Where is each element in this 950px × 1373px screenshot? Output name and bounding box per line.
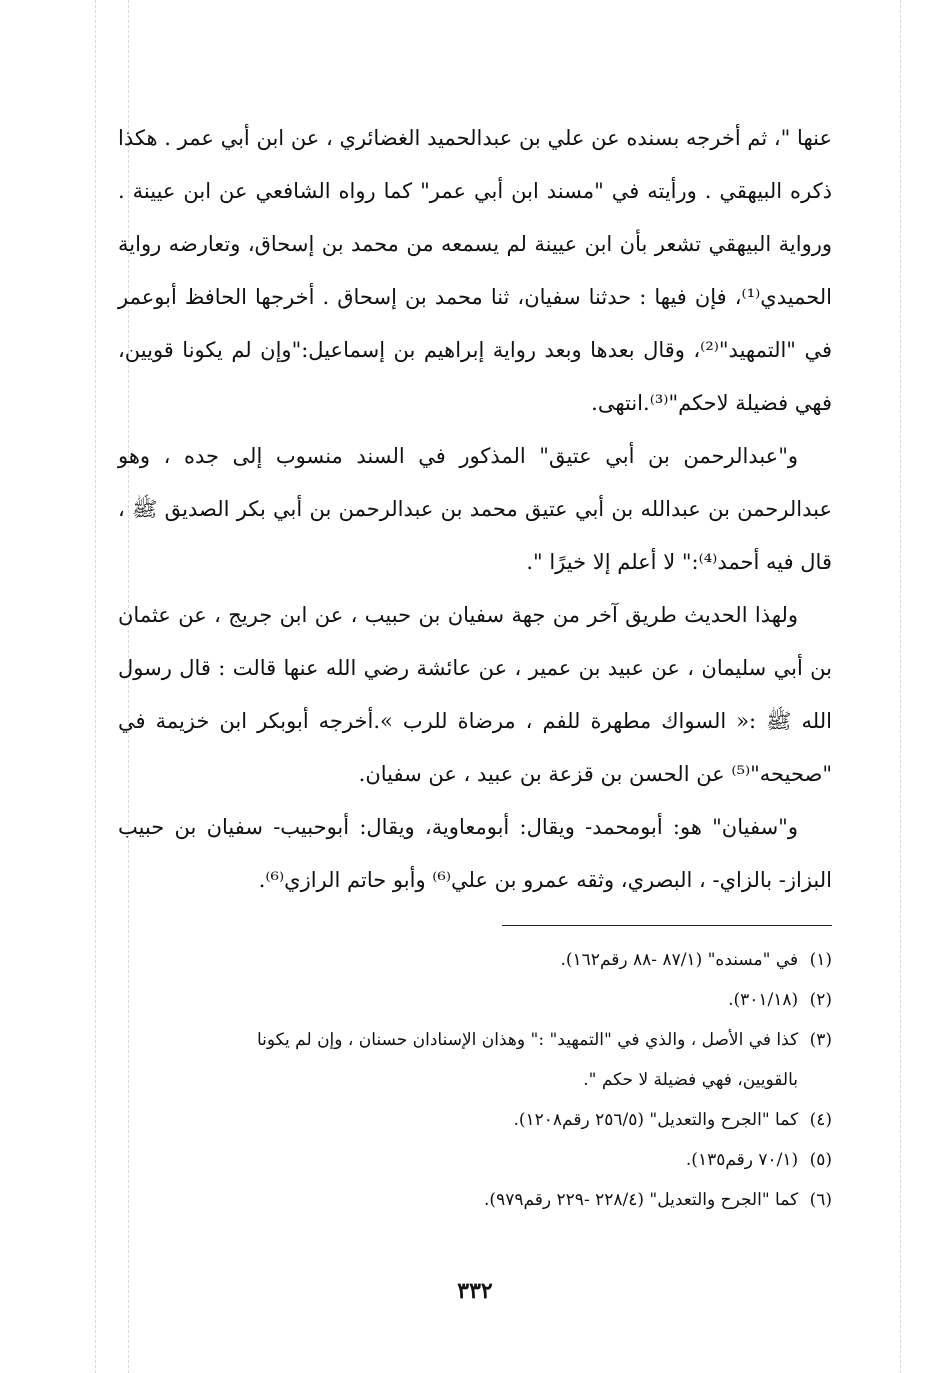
footnote-3: [118, 1020, 832, 1100]
footnote-1: [118, 940, 832, 980]
footnote-4: [118, 1100, 832, 1140]
footnote-5: [118, 1140, 832, 1180]
page-number: ٣٣٢: [457, 1278, 493, 1304]
footnote-continuation: بالقويين، فهي فضيلة لا حكم ".: [583, 1070, 798, 1090]
paragraph-2: و"عبدالرحمن بن أبي عتيق" المذكور في السند منسوب إلى جده ، وهو عبدالرحمن بن عبدالله بن أبي عتيق محمد بن عبدالرحمن بن أبي بكر الصديق ﷺ ، قال فيه أحمد⁽⁴⁾:" لا أعلم إلا خيرًا ".: [118, 444, 832, 574]
footnote-text: كما "الجرح والتعديل" (٢٢٨/٤ -٢٢٩ رقم٩٧٩).: [484, 1190, 799, 1210]
footnote-text: كذا في الأصل ، والذي في "التمهيد" :" وهذان الإسنادان حسنان ، وإن لم يكونا: [256, 1030, 799, 1050]
scan-artifact-line: [95, 0, 96, 1373]
footnote-number: (٦): [809, 1190, 832, 1210]
footnote-text: (٣٠١/١٨).: [728, 990, 799, 1010]
footnote-number: (١): [809, 950, 832, 970]
footnotes-list: [118, 940, 832, 1220]
footnote-number: (٢): [809, 990, 832, 1010]
footnote-number: (٥): [809, 1150, 832, 1170]
footnote-6: [118, 1180, 832, 1220]
paragraph-1: عنها "، ثم أخرجه بسنده عن علي بن عبدالحميد الغضائري ، عن ابن أبي عمر . هكذا ذكره البيهقي . ورأيته في "مسند ابن أبي عمر" كما رواه الشافعي عن ابن عيينة . ورواية البيهقي تشعر بأن ابن عيينة لم يسمعه من محمد بن إسحاق، وتعارضه رواية الحميدي⁽¹⁾، فإن فيها : حدثنا سفيان، ثنا محمد بن إسحاق . أخرجها الحافظ أبوعمر في "التمهيد"⁽²⁾، وقال بعدها وبعد رواية إبراهيم بن إسماعيل:"وإن لم يكونا قويين، فهي فضيلة لاحكم"⁽³⁾.انتهى.: [118, 126, 832, 415]
footnote-number: (٣): [809, 1030, 832, 1050]
paragraph-3: ولهذا الحديث طريق آخر من جهة سفيان بن حبيب ، عن ابن جريج ، عن عثمان بن أبي سليمان ، عن عبيد بن عمير ، عن عائشة رضي الله عنها قالت : قال رسول الله ﷺ :« السواك مطهرة للفم ، مرضاة للرب ».أخرجه أبوبكر ابن خزيمة في "صحيحه"⁽⁵⁾ عن الحسن بن قزعة بن عبيد ، عن سفيان.: [118, 603, 832, 786]
scan-artifact-line: [900, 0, 901, 1373]
footnote-number: (٤): [809, 1110, 832, 1130]
footnote-divider: [502, 925, 832, 926]
paragraph-4: و"سفيان" هو: أبومحمد- ويقال: أبومعاوية، ويقال: أبوحبيب- سفيان بن حبيب البزاز- بالزاي- ، البصري، وثقه عمرو بن علي⁽⁶⁾ وأبو حاتم الرازي⁽⁶⁾.: [118, 815, 832, 892]
footnote-text: في "مسنده" (٨٧/١ -٨٨ رقم١٦٢).: [560, 950, 799, 970]
footnote-text: كما "الجرح والتعديل" (٢٥٦/٥ رقم١٢٠٨).: [513, 1110, 799, 1130]
footnote-text: (٧٠/١ رقم١٣٥).: [685, 1150, 799, 1170]
footnote-2: [118, 980, 832, 1020]
main-text: [118, 112, 832, 907]
